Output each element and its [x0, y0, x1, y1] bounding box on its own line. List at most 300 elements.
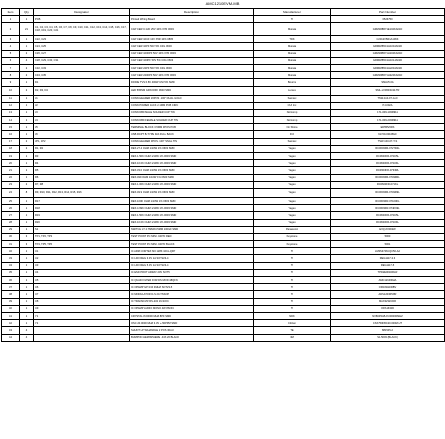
cell-item: 16: [2, 131, 20, 138]
table-row: [2, 167, 445, 174]
cell-manufacturer: Keystone: [254, 233, 331, 240]
cell-item: 41: [2, 312, 20, 319]
cell-designator: R9, R10, R11, R12, R13, R14, R15, R16: [34, 188, 130, 197]
cell-description: TEST POINT PC MINI .040"D BLACK: [130, 241, 254, 248]
cell-part-number: RC0603FR-0710KL: [331, 219, 445, 226]
cell-item: 13: [2, 109, 20, 116]
cell-item: 44: [2, 334, 20, 341]
cell-item: 27: [2, 212, 20, 219]
cell-description: DIODE TVS 6.8V 400W UNI 5% SMD: [130, 79, 254, 86]
table-row: [2, 23, 445, 36]
cell-description: IC ARM CORTEX M3 128K 100-LQFP: [130, 248, 254, 255]
cell-qty: 4: [20, 327, 34, 334]
cell-designator: J4: [34, 117, 130, 124]
cell-manufacturer: Yageo: [254, 212, 331, 219]
cell-part-number: TSW-103-07-T-S: [331, 138, 445, 145]
cell-item: 30: [2, 233, 20, 240]
cell-description: RES 10.0K OHM 1/10W 1% 0603 SMD: [130, 160, 254, 167]
cell-description: RES 4.99K OHM 1/10W 1% 0603 SMD: [130, 205, 254, 212]
table-row: [2, 327, 445, 334]
cell-qty: 1: [20, 248, 34, 255]
cell-item: 7: [2, 64, 20, 71]
cell-item: 36: [2, 277, 20, 284]
table-row: [2, 95, 445, 102]
cell-designator: C24, C25: [34, 43, 130, 50]
cell-description: Printed Wiring Board: [130, 16, 254, 23]
cell-qty: 2: [20, 50, 34, 57]
cell-item: 24: [2, 188, 20, 197]
cell-designator: [34, 327, 130, 334]
cell-manufacturer: TE: [254, 327, 331, 334]
cell-part-number: REG1117-5: [331, 262, 445, 269]
cell-qty: 2: [20, 72, 34, 79]
cell-description: RES 49.9 OHM 1/10W 1% 0603 SMD: [130, 188, 254, 197]
cell-qty: 1: [20, 79, 34, 86]
cell-manufacturer: On Shore: [254, 124, 331, 131]
cell-part-number: 171-009-203R911: [331, 117, 445, 124]
cell-qty: 1: [20, 269, 34, 276]
document-title: AMC1210EVM-MB: [205, 1, 240, 6]
cell-item: 18: [2, 145, 20, 152]
cell-part-number: RC0603FR-071K5L: [331, 212, 445, 219]
cell-item: 20: [2, 160, 20, 167]
table-row: [2, 188, 445, 197]
cell-item: 33: [2, 255, 20, 262]
cell-qty: 2: [20, 145, 34, 152]
cell-qty: 1: [20, 305, 34, 312]
cell-description: RES 1.00K OHM 1/10W 1% 0603 SMD: [130, 181, 254, 188]
cell-designator: Y1: [34, 312, 130, 319]
cell-qty: 1: [20, 153, 34, 160]
bom-sheet: [1, 0, 444, 438]
cell-part-number: 6526750: [331, 16, 445, 23]
cell-manufacturer: TI: [254, 298, 331, 305]
header-item: Item: [2, 9, 20, 16]
cell-item: 42: [2, 320, 20, 327]
cell-manufacturer: Murata: [254, 23, 331, 36]
table-row: [2, 131, 445, 138]
cell-qty: 1: [20, 102, 34, 109]
cell-manufacturer: FCI: [254, 131, 331, 138]
cell-designator: J5: [34, 124, 130, 131]
table-row: [2, 298, 445, 305]
cell-manufacturer: Yageo: [254, 174, 331, 181]
cell-qty: 1: [20, 109, 34, 116]
cell-designator: U6: [34, 284, 130, 291]
table-row: [2, 269, 445, 276]
cell-designator: J6: [34, 131, 130, 138]
cell-qty: 8: [20, 188, 34, 197]
cell-description: RES 499 OHM 1/10W 1% 0603 SMD: [130, 174, 254, 181]
cell-qty: 1: [20, 277, 34, 284]
cell-designator: C28, C29, C30, C31: [34, 57, 130, 64]
cell-description: CRYSTAL 8.00000 MHZ 8PF SMD: [130, 312, 254, 319]
cell-qty: 1: [20, 167, 34, 174]
cell-part-number: SML-LX0603GW-TR: [331, 86, 445, 95]
cell-qty: 1: [20, 95, 34, 102]
cell-description: RES 33.0 OHM 1/10W 1% 0603 SMD: [130, 167, 254, 174]
cell-qty: 1: [20, 212, 34, 219]
table-row: [2, 117, 445, 124]
cell-qty: 1: [20, 226, 34, 233]
cell-item: 25: [2, 197, 20, 204]
cell-part-number: RC0603FR-0733RL: [331, 167, 445, 174]
cell-part-number: TPD2E001DRLR: [331, 269, 445, 276]
cell-qty: 1: [20, 298, 34, 305]
table-row: [2, 50, 445, 57]
cell-designator: R5: [34, 167, 130, 174]
cell-item: 23: [2, 181, 20, 188]
bom-body: [2, 16, 445, 342]
cell-qty: 3: [20, 241, 34, 248]
cell-designator: U7: [34, 291, 130, 298]
table-row: [2, 291, 445, 298]
cell-part-number: NX8045GB-8.000000MHZ: [331, 312, 445, 319]
cell-manufacturer: Murata: [254, 72, 331, 79]
cell-item: 8: [2, 72, 20, 79]
cell-description: CAP CER 10PF 50V 5% C0G 0603: [130, 43, 254, 50]
cell-manufacturer: Yageo: [254, 205, 331, 212]
table-row: [2, 233, 445, 240]
cell-item: 1: [2, 16, 20, 23]
cell-description: IC LDO REG 5.0V 1A SOT223-4: [130, 262, 254, 269]
cell-designator: D2, D3, D4: [34, 86, 130, 95]
cell-designator: C26, C27: [34, 50, 130, 57]
cell-description: IC OPAMP AUDIO MONO 4W 8SOIC: [130, 305, 254, 312]
table-row: [2, 102, 445, 109]
cell-item: 3: [2, 36, 20, 43]
cell-description: CAP CER 10UF 10V X5R 10% 0805: [130, 36, 254, 43]
cell-designator: S1: [34, 226, 130, 233]
cell-qty: 1: [20, 131, 34, 138]
cell-description: BUMPON HEMISPHERE .44X.20 BLACK: [130, 334, 254, 341]
cell-designator: JP1, JP2: [34, 138, 130, 145]
cell-designator: U4: [34, 269, 130, 276]
cell-item: 14: [2, 117, 20, 124]
cell-manufacturer: Murata: [254, 57, 331, 64]
cell-item: 15: [2, 124, 20, 131]
cell-item: 28: [2, 219, 20, 226]
table-row: [2, 57, 445, 64]
cell-manufacturer: Murata: [254, 43, 331, 50]
cell-manufacturer: TI: [254, 248, 331, 255]
cell-part-number: RC0603FR-071KL: [331, 181, 445, 188]
table-row: [2, 43, 445, 50]
cell-manufacturer: TI: [254, 291, 331, 298]
cell-qty: 1: [20, 43, 34, 50]
table-row: [2, 284, 445, 291]
cell-manufacturer: Yageo: [254, 145, 331, 152]
cell-description: OSC 20.0000 MHZ 3.3V +-50PPM SMD: [130, 320, 254, 327]
cell-description: USB RCPT B-TYPE R/A FULL BACK: [130, 131, 254, 138]
cell-item: 6: [2, 57, 20, 64]
cell-item: 34: [2, 262, 20, 269]
cell-manufacturer: Yageo: [254, 197, 331, 204]
cell-designator: C32, C33: [34, 64, 130, 71]
cell-description: IC OPAMP GP R-R 4MHZ SOT23-5: [130, 284, 254, 291]
cell-description: CAP CER 100PF 50V 5% C0G 0603: [130, 57, 254, 64]
header-manufacturer: Manufacturer: [254, 9, 331, 16]
cell-designator: D1: [34, 79, 130, 86]
cell-description: TERMINAL BLOCK 3.5MM 3POS PCB: [130, 124, 254, 131]
cell-part-number: TSW-110-07-G-D: [331, 95, 445, 102]
cell-item: 10: [2, 86, 20, 95]
cell-item: 26: [2, 205, 20, 212]
cell-item: 19: [2, 153, 20, 160]
cell-description: CONN DB9 MALE SOLDER CUP TIN: [130, 109, 254, 116]
cell-item: 17: [2, 138, 20, 145]
cell-description: TEST POINT PC MINI .040"D RED: [130, 233, 254, 240]
cell-manufacturer: TI: [254, 16, 331, 23]
cell-designator: R7, R8: [34, 181, 130, 188]
cell-qty: 1: [20, 291, 34, 298]
cell-description: RES 100K OHM 1/10W 1% 0603 SMD: [130, 197, 254, 204]
cell-designator: R4: [34, 160, 130, 167]
cell-designator: U3: [34, 262, 130, 269]
cell-manufacturer: Yageo: [254, 181, 331, 188]
cell-description: SWITCH LT 4.7MMX3.5MM 100GF SMD: [130, 226, 254, 233]
cell-part-number: ED555/3DS: [331, 124, 445, 131]
cell-manufacturer: Samtec: [254, 95, 331, 102]
cell-manufacturer: Yageo: [254, 160, 331, 167]
cell-description: RES 10.0K OHM 1/10W 1% 0603 SMD: [130, 219, 254, 226]
cell-qty: 2: [20, 181, 34, 188]
cell-manufacturer: TI: [254, 305, 331, 312]
cell-qty: 2: [20, 86, 34, 95]
cell-manufacturer: CUI Inc: [254, 102, 331, 109]
cell-manufacturer: Citizen: [254, 320, 331, 327]
table-row: [2, 86, 445, 95]
cell-qty: 1: [20, 320, 34, 327]
cell-description: CONN POWER JACK 2.1MM PCB CIRC: [130, 102, 254, 109]
cell-description: IC MODULATOR D-S 20-TSSOP: [130, 291, 254, 298]
cell-part-number: REG1117-3.3: [331, 255, 445, 262]
cell-qty: 1: [20, 219, 34, 226]
cell-manufacturer: Bourns: [254, 79, 331, 86]
cell-designator: J2: [34, 102, 130, 109]
cell-item: 12: [2, 102, 20, 109]
cell-designator: U9: [34, 305, 130, 312]
cell-part-number: RC0603FR-07499RL: [331, 174, 445, 181]
cell-part-number: GRM1885C1H101JA01D: [331, 57, 445, 64]
cell-manufacturer: Norcomp: [254, 117, 331, 124]
cell-manufacturer: Yageo: [254, 153, 331, 160]
cell-description: RES 1.50K OHM 1/10W 1% 0603 SMD: [130, 212, 254, 219]
cell-manufacturer: TI: [254, 277, 331, 284]
table-row: [2, 241, 445, 248]
cell-item: 43: [2, 327, 20, 334]
cell-part-number: GRM188R71H102KA01D: [331, 50, 445, 57]
cell-item: 39: [2, 298, 20, 305]
cell-qty: 2: [20, 64, 34, 71]
cell-part-number: MAX3232CDR: [331, 298, 445, 305]
cell-description: RES 1.50K OHM 1/10W 1% 0603 SMD: [130, 153, 254, 160]
cell-designator: R18: [34, 205, 130, 212]
cell-manufacturer: TI: [254, 284, 331, 291]
table-row: [2, 219, 445, 226]
table-row: [2, 109, 445, 116]
table-row: [2, 255, 445, 262]
cell-description: RES 27.4 OHM 1/10W 1% 0603 SMD: [130, 145, 254, 152]
table-row: [2, 160, 445, 167]
cell-part-number: OPA333AIDBV: [331, 284, 445, 291]
cell-qty: 4: [20, 334, 34, 341]
cell-item: 29: [2, 226, 20, 233]
cell-part-number: RC0603FR-074K99L: [331, 205, 445, 212]
cell-qty: 2: [20, 138, 34, 145]
cell-description: IC QUAD FILTER FOR DS MOD 48QFN: [130, 277, 254, 284]
table-row: [2, 197, 445, 204]
cell-designator: U1: [34, 248, 130, 255]
table-row: [2, 64, 445, 71]
cell-part-number: RC0603FR-0710KL: [331, 160, 445, 167]
cell-qty: 1: [20, 174, 34, 181]
cell-description: CONN DB9 FEMALE SOLDER CUP TIN: [130, 117, 254, 124]
cell-manufacturer: NDK: [254, 312, 331, 319]
cell-item: 11: [2, 95, 20, 102]
cell-designator: J1: [34, 95, 130, 102]
cell-qty: 1: [20, 312, 34, 319]
cell-designator: C1, C2, C3, C4, C5, C6, C7, C8, C9, C10, C11, C12, C13, C14, C15, C16, C17, C18, C19, C20, C21: [34, 23, 130, 36]
table-header-row: [2, 9, 445, 16]
cell-designator: U5: [34, 277, 130, 284]
table-row: [2, 212, 445, 219]
cell-part-number: GRM1885C1H100JA01D: [331, 43, 445, 50]
header-qty: Qty: [20, 9, 34, 16]
cell-item: 32: [2, 248, 20, 255]
cell-part-number: EVQ-P2002W: [331, 226, 445, 233]
cell-designator: R19: [34, 212, 130, 219]
cell-manufacturer: TI: [254, 269, 331, 276]
cell-qty: 1: [20, 205, 34, 212]
cell-part-number: OPA1632D: [331, 305, 445, 312]
cell-manufacturer: Panasonic: [254, 226, 331, 233]
cell-designator: [34, 334, 130, 341]
cell-item: 2: [2, 23, 20, 36]
cell-qty: 1: [20, 255, 34, 262]
cell-qty: 4: [20, 57, 34, 64]
cell-manufacturer: Yageo: [254, 219, 331, 226]
table-row: [2, 79, 445, 86]
table-row: [2, 320, 445, 327]
cell-designator: TP4, TP5, TP6: [34, 241, 130, 248]
cell-part-number: CSX750FBC20.000M-UT: [331, 320, 445, 327]
cell-manufacturer: TDK: [254, 36, 331, 43]
cell-manufacturer: TI: [254, 262, 331, 269]
cell-description: CAP CER 2200PF 50V 10% X7R 0603: [130, 72, 254, 79]
cell-designator: R3: [34, 153, 130, 160]
cell-part-number: 61729-0010BLF: [331, 131, 445, 138]
cell-part-number: C2012X5R1A106K: [331, 36, 445, 43]
table-row: [2, 334, 445, 341]
cell-part-number: LM3S3748-IQC50-A2: [331, 248, 445, 255]
table-row: [2, 277, 445, 284]
cell-qty: 21: [20, 23, 34, 36]
header-description: Description: [130, 9, 254, 16]
cell-description: CAP CER 22PF 50V 5% C0G 0603: [130, 64, 254, 71]
cell-designator: C34, C35: [34, 72, 130, 79]
cell-designator: U2: [34, 255, 130, 262]
cell-designator: TP1, TP2, TP3: [34, 233, 130, 240]
cell-part-number: GRM188R71E104KA01D: [331, 23, 445, 36]
cell-item: 35: [2, 269, 20, 276]
cell-designator: PCB: [34, 16, 130, 23]
cell-part-number: AMC1210IRHA: [331, 277, 445, 284]
cell-item: 22: [2, 174, 20, 181]
cell-manufacturer: Samtec: [254, 138, 331, 145]
cell-item: 4: [2, 43, 20, 50]
cell-description: IC TRANSCVR RS-232 16-SOIC: [130, 298, 254, 305]
cell-item: 5: [2, 50, 20, 57]
table-row: [2, 138, 445, 145]
cell-item: 38: [2, 291, 20, 298]
cell-part-number: PJ-002A: [331, 102, 445, 109]
cell-manufacturer: 3M: [254, 334, 331, 341]
cell-qty: 1: [20, 197, 34, 204]
header-part-number: Part Number: [331, 9, 445, 16]
cell-qty: 3: [20, 233, 34, 240]
table-row: [2, 181, 445, 188]
cell-item: 31: [2, 241, 20, 248]
table-row: [2, 36, 445, 43]
cell-manufacturer: Yageo: [254, 167, 331, 174]
cell-part-number: RC0603FR-0727R4L: [331, 145, 445, 152]
cell-part-number: RC0603FR-07100KL: [331, 197, 445, 204]
cell-manufacturer: Keystone: [254, 241, 331, 248]
cell-description: IC LDO REG 3.3V 1A SOT223-4: [130, 255, 254, 262]
cell-manufacturer: Murata: [254, 64, 331, 71]
cell-manufacturer: Murata: [254, 50, 331, 57]
cell-qty: 1: [20, 16, 34, 23]
cell-description: CONN HEADER 3POS .100" SNGL TIN: [130, 138, 254, 145]
cell-qty: 1: [20, 160, 34, 167]
cell-item: 37: [2, 284, 20, 291]
table-row: [2, 248, 445, 255]
cell-part-number: RC0603FR-0749R9L: [331, 188, 445, 197]
table-row: [2, 72, 445, 79]
bom-table: [1, 8, 445, 342]
cell-qty: 1: [20, 36, 34, 43]
cell-manufacturer: TI: [254, 255, 331, 262]
cell-description: CONN HEADER 20POS .100" DUAL GOLD: [130, 95, 254, 102]
cell-part-number: 5000: [331, 233, 445, 240]
cell-manufacturer: Yageo: [254, 188, 331, 197]
cell-qty: 1: [20, 124, 34, 131]
cell-designator: R20: [34, 219, 130, 226]
cell-item: 40: [2, 305, 20, 312]
cell-designator: Y2: [34, 320, 130, 327]
cell-part-number: SMAJ5.0A: [331, 79, 445, 86]
table-row: [2, 205, 445, 212]
cell-description: IC ESD PROT ARRAY 20V SOT5: [130, 269, 254, 276]
cell-qty: 1: [20, 284, 34, 291]
cell-description: CAP CER 1000PF 50V 10% X7R 0603: [130, 50, 254, 57]
cell-designator: J3: [34, 109, 130, 116]
cell-part-number: 171-009-103R911: [331, 109, 445, 116]
cell-designator: R1, R2: [34, 145, 130, 152]
cell-part-number: SJ-5003 (BLACK): [331, 334, 445, 341]
table-row: [2, 124, 445, 131]
cell-manufacturer: Lumex: [254, 86, 331, 95]
cell-designator: R17: [34, 197, 130, 204]
cell-part-number: RC0603FR-071K5L: [331, 153, 445, 160]
cell-qty: 1: [20, 262, 34, 269]
cell-designator: U8: [34, 298, 130, 305]
cell-description: SHUNT LP W/HANDLE 2 POS 30AU: [130, 327, 254, 334]
table-row: [2, 16, 445, 23]
table-row: [2, 145, 445, 152]
cell-description: LED 565NM GRN DIFF 0603 SMD: [130, 86, 254, 95]
